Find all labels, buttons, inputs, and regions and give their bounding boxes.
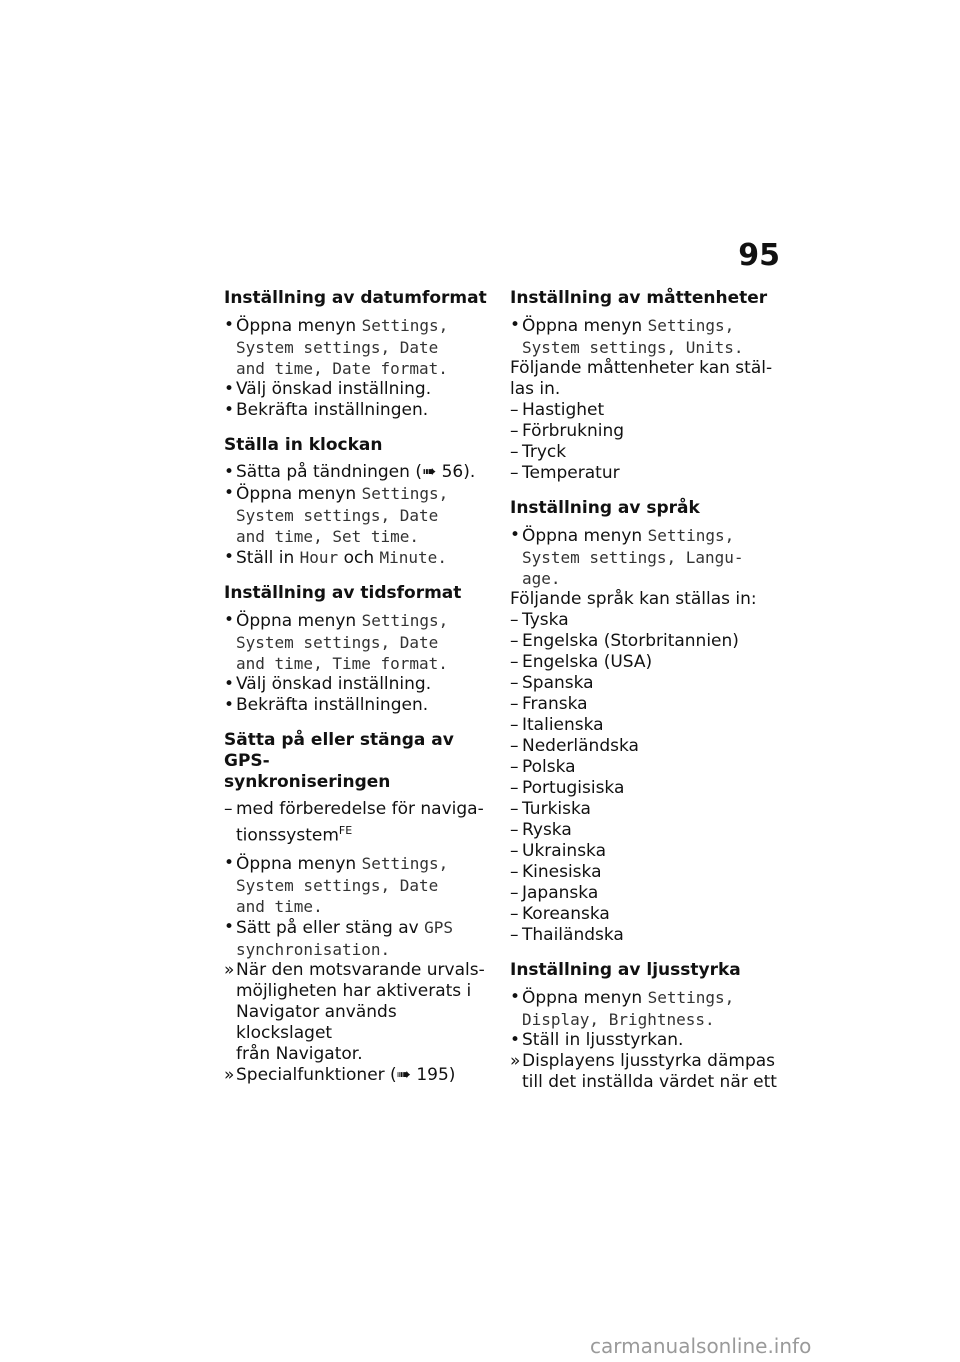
step-open-menu: • Öppna menyn Settings, System settings, Date and time, Date format. [224,315,492,379]
step-open-menu: • Öppna menyn Settings, System settings, Units. [510,315,782,358]
step-toggle-gps: • Sätt på eller stäng av GPS synchronisation. [224,917,492,960]
right-column [510,288,782,1107]
step-confirm: • Bekräfta inställningen. [224,400,492,421]
list-item: – Tryck [510,442,782,463]
step-choose: • Välj önskad inställning. [224,674,492,695]
superscript-fe: FE [338,824,353,837]
list-item: – Hastighet [510,400,782,421]
step-confirm: • Bekräfta inställningen. [224,695,492,716]
step-choose: • Välj önskad inställning. [224,379,492,400]
watermark: carmanualsonline.info [590,1334,812,1358]
section-gps [224,730,492,1086]
list-item: – Portugisiska [510,778,782,799]
list-item: – Polska [510,757,782,778]
condition: – med förberedelse för naviga- tionssystem$^{FE}$ [224,799,492,847]
step-open-menu: • Öppna menyn Settings, Display, Brightness. [510,987,782,1030]
section-clock [224,435,492,569]
step-open-menu: • Öppna menyn Settings, System settings, Date and time. [224,853,492,917]
section-heading: Ställa in klockan [224,435,383,455]
list-item: – Turkiska [510,799,782,820]
step-open-menu: • Öppna menyn Settings, System settings, Langu- age. [510,525,782,589]
section-heading: Inställning av språk [510,498,700,518]
list-item: – Franska [510,694,782,715]
list-item: – Temperatur [510,463,782,484]
result-navigator: » När den motsvarande urvals- möjligheten har aktiverats i Navigator används klockslaget från Navigator. [224,960,492,1065]
step-set-brightness: • Ställ in ljusstyrkan. [510,1030,782,1051]
list-item: – Koreanska [510,904,782,925]
intro-text: Följande språk kan ställas in: [510,589,757,609]
section-time-format [224,583,492,716]
intro-text: Följande måttenheter kan stäl- las in. [510,358,773,399]
list-item: – Ryska [510,820,782,841]
section-heading: Sätta på eller stänga av GPS- synkroniseringen [224,730,454,792]
section-heading: Inställning av datumformat [224,288,487,308]
section-units [510,288,782,484]
section-language [510,498,782,946]
list-item: – Japanska [510,883,782,904]
list-item: – Förbrukning [510,421,782,442]
step-open-menu: • Öppna menyn Settings, System settings, Date and time, Set time. [224,483,492,547]
section-date-format [224,288,492,421]
section-heading: Inställning av måttenheter [510,288,768,308]
list-item: – Tyska [510,610,782,631]
page-number: 95 [738,238,780,273]
list-item: – Spanska [510,673,782,694]
list-item: – Kinesiska [510,862,782,883]
list-item: – Nederländska [510,736,782,757]
section-heading: Inställning av ljusstyrka [510,960,741,980]
section-brightness [510,960,782,1093]
result-brightness: » Displayens ljusstyrka dämpas till det inställda värdet när ett [510,1051,782,1093]
step-open-menu: • Öppna menyn Settings, System settings, Date and time, Time format. [224,610,492,674]
result-special-functions: » Specialfunktioner (➠ 195) [224,1065,492,1086]
step-set-hour-minute: • Ställ in Hour och Minute. [224,547,492,569]
step-ignition: • Sätta på tändningen (➠ 56). [224,462,492,483]
list-item: – Engelska (Storbritannien) [510,631,782,652]
list-item: – Italienska [510,715,782,736]
list-item: – Ukrainska [510,841,782,862]
list-item: – Thailändska [510,925,782,946]
left-column [224,288,492,1100]
section-heading: Inställning av tidsformat [224,583,462,603]
list-item: – Engelska (USA) [510,652,782,673]
